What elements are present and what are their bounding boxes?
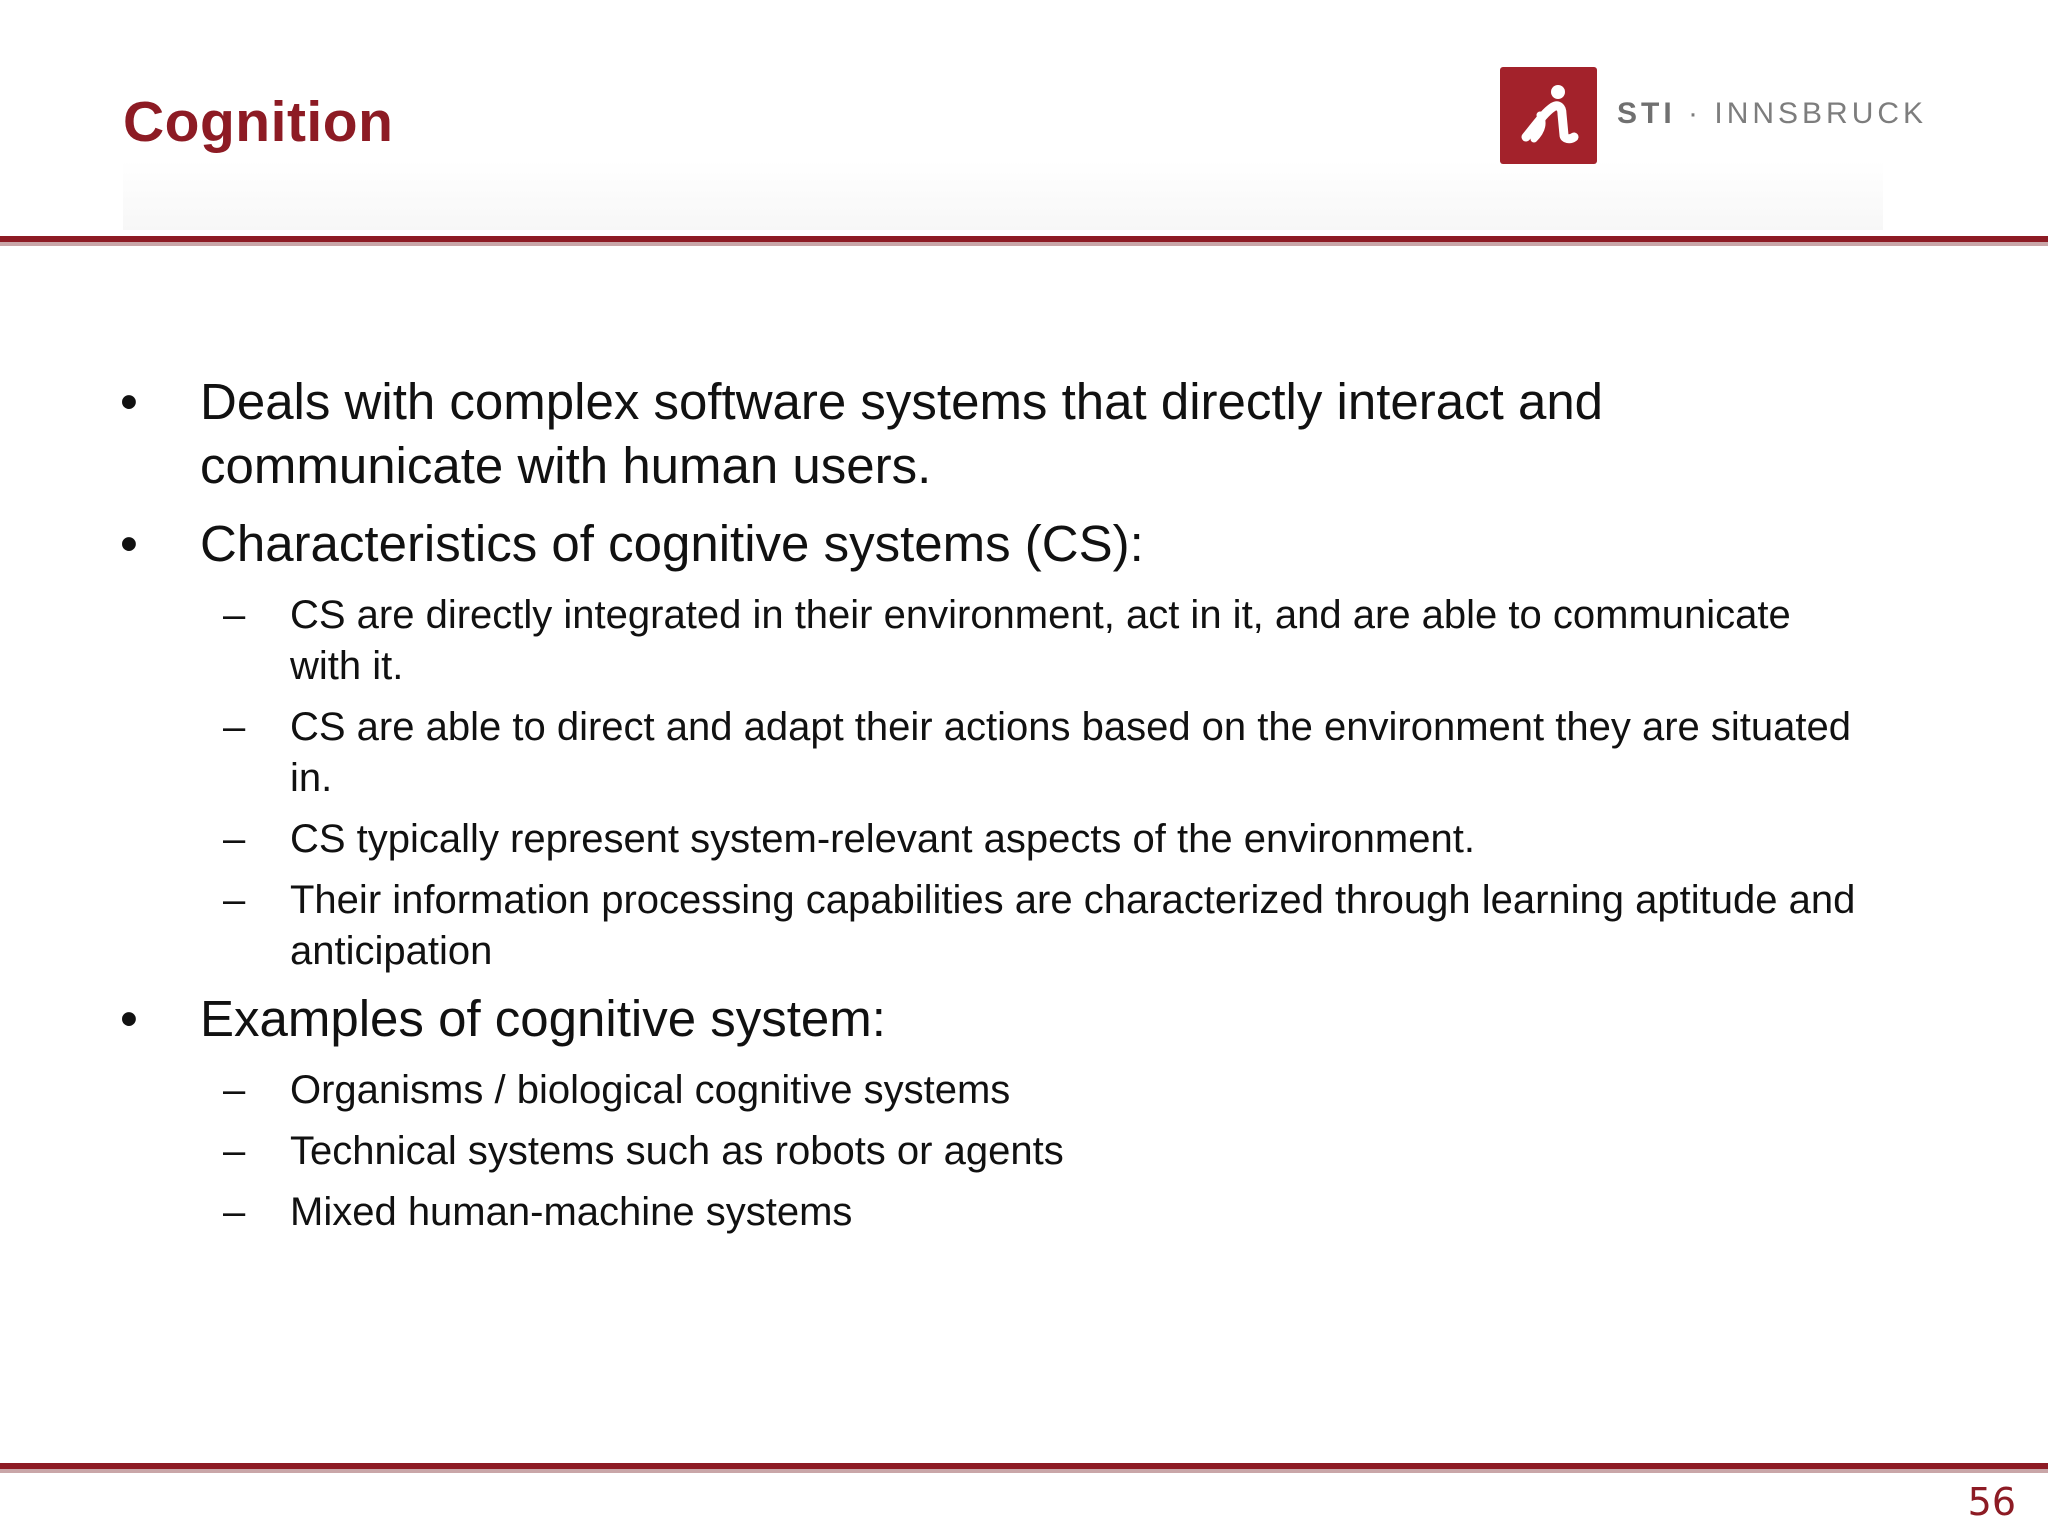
sub-bullet-text: Organisms / biological cognitive systems (290, 1068, 1011, 1112)
sub-bullet-marker: – (223, 1190, 246, 1234)
sub-bullet-text: Their information processing capabilities are characterized through learning aptitude and anticipation (290, 878, 1856, 973)
page-number: 56 (1967, 1480, 2016, 1524)
sub-bullet-item (120, 590, 1860, 692)
logo-wordmark (1617, 97, 1927, 131)
sub-bullet-item (120, 1065, 1860, 1116)
slide-body (120, 370, 1920, 1248)
sub-bullet-item (120, 1126, 1860, 1177)
bullet-text: Deals with complex software systems that directly interact and communicate with human users. (200, 373, 1604, 494)
slide-title: Cognition (123, 90, 394, 154)
sub-bullet-item (120, 875, 1860, 977)
bullet-item (120, 370, 1920, 498)
sub-bullet-text: CS typically represent system-relevant aspects of the environment. (290, 817, 1475, 861)
footer-rule-shadow (0, 1469, 2048, 1473)
sti-figure-icon (1500, 67, 1597, 164)
sub-bullet-marker: – (223, 1129, 246, 1173)
sub-bullet-text: Technical systems such as robots or agents (290, 1129, 1064, 1173)
sub-bullet-item (120, 814, 1860, 865)
bullet-text: Examples of cognitive system: (200, 990, 886, 1047)
sub-bullet-text: CS are able to direct and adapt their actions based on the environment they are situated in. (290, 705, 1851, 800)
bullet-text: Characteristics of cognitive systems (CS): (200, 515, 1144, 572)
sub-bullet-marker: – (223, 878, 246, 922)
sub-bullet-marker: – (223, 817, 246, 861)
logo-box (1500, 67, 1597, 164)
sub-bullet-marker: – (223, 705, 246, 749)
logo-separator: · (1688, 97, 1703, 130)
header-band (123, 160, 1883, 230)
sub-bullet-text: Mixed human-machine systems (290, 1190, 853, 1234)
logo-brand-rest: INNSBRUCK (1714, 97, 1928, 130)
logo-brand-bold: STI (1617, 97, 1676, 130)
header-rule-shadow (0, 242, 2048, 246)
sti-innsbruck-logo (1500, 67, 1928, 167)
sub-bullet-list (120, 1065, 1920, 1238)
bullet-marker: • (120, 373, 138, 430)
bullet-item (120, 512, 1920, 576)
sub-bullet-marker: – (223, 1068, 246, 1112)
sub-bullet-text: CS are directly integrated in their environment, act in it, and are able to communicate with it. (290, 593, 1791, 688)
bullet-marker: • (120, 515, 138, 572)
sub-bullet-marker: – (223, 593, 246, 637)
sub-bullet-item (120, 702, 1860, 804)
bullet-item (120, 987, 1920, 1051)
sub-bullet-list (120, 590, 1920, 977)
sub-bullet-item (120, 1187, 1860, 1238)
bullet-marker: • (120, 990, 138, 1047)
